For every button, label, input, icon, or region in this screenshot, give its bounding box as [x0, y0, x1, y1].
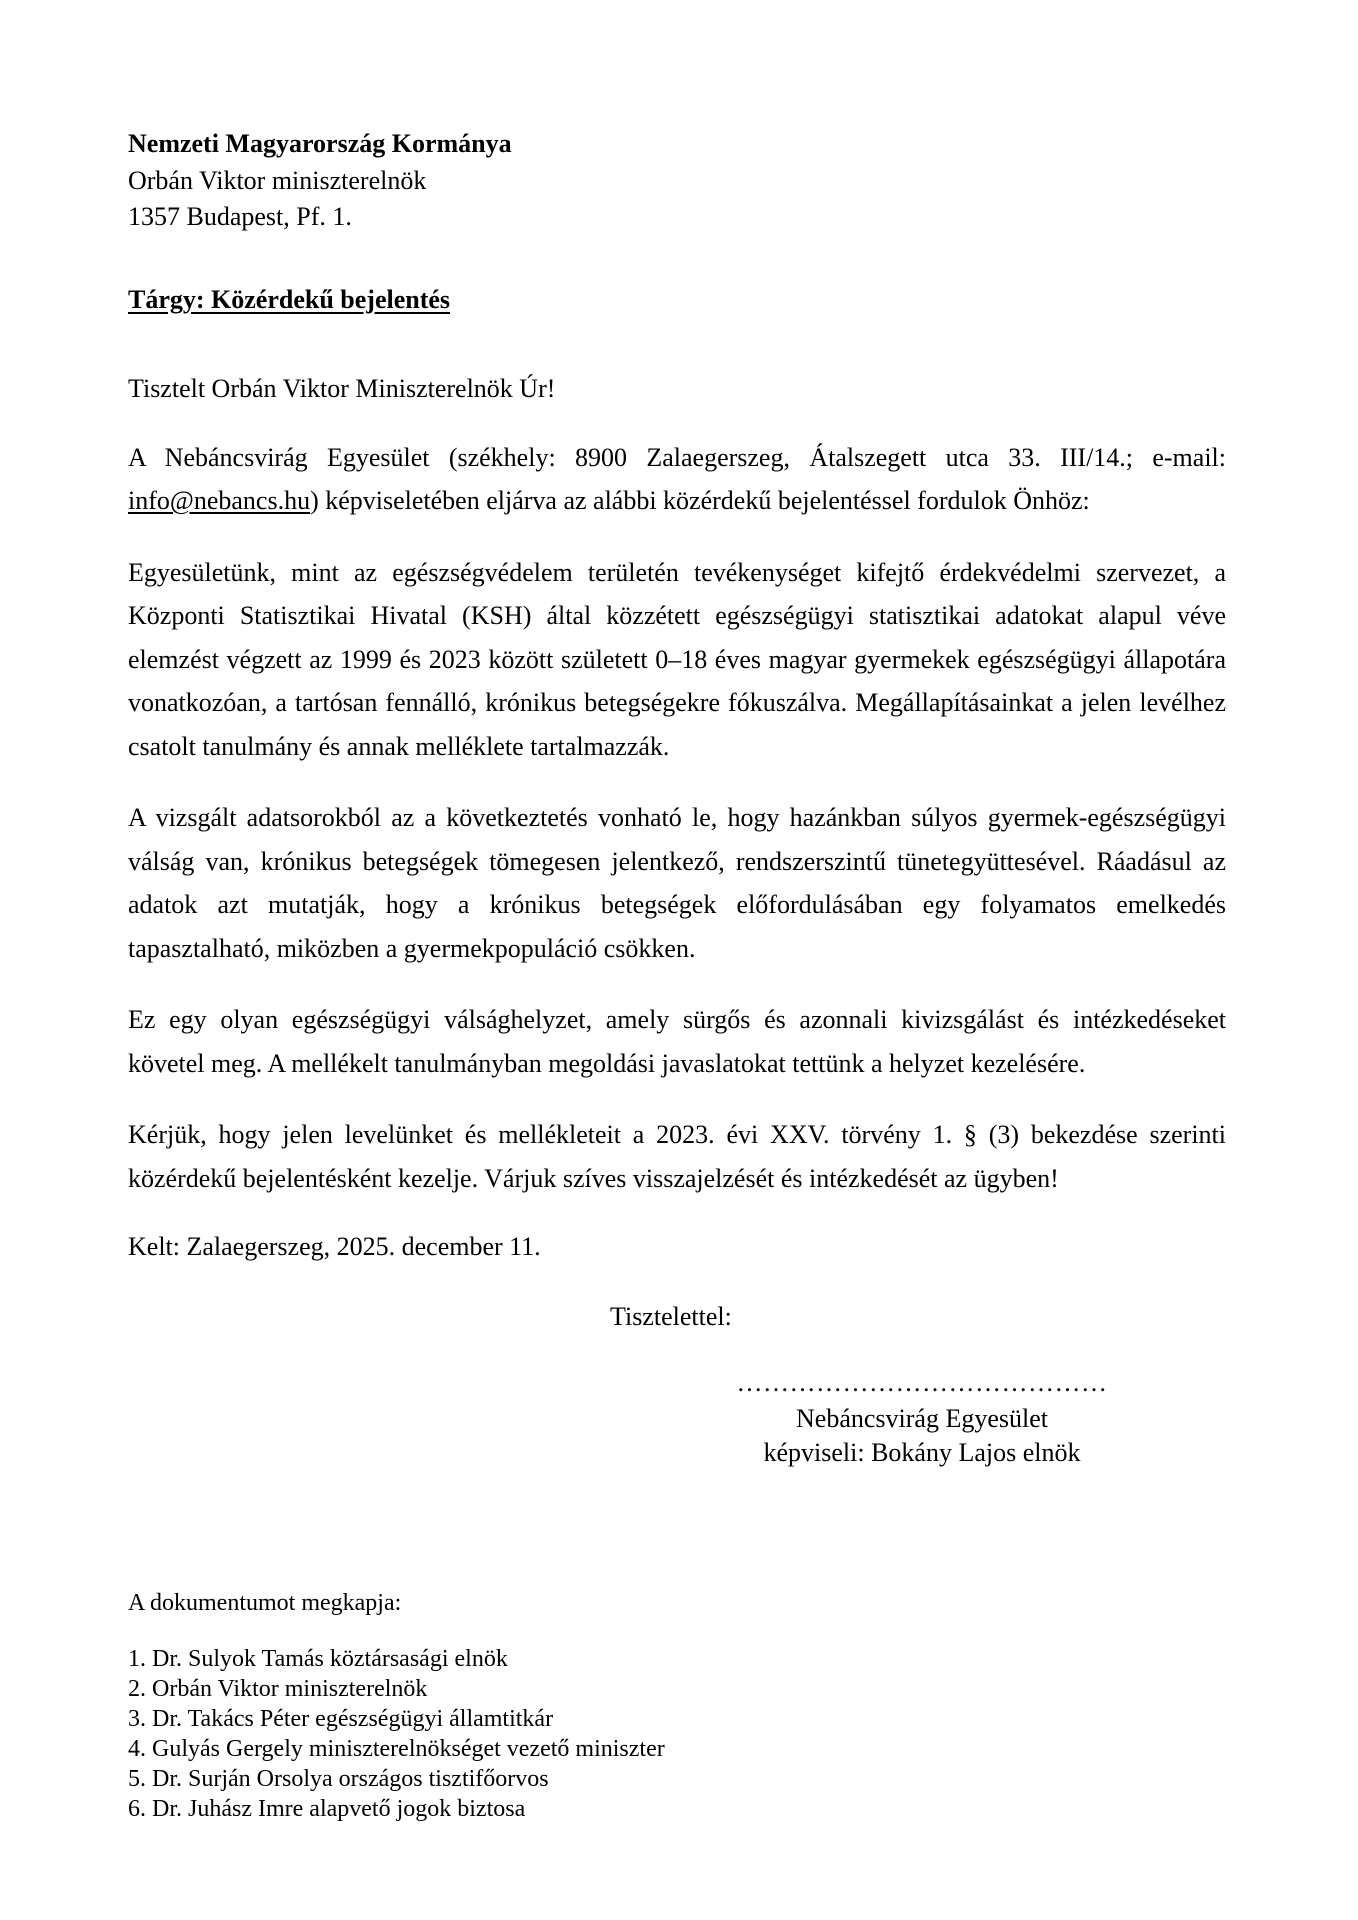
- signature-block: [618, 1370, 1226, 1470]
- paragraph-analysis: Egyesületünk, mint az egészségvédelem területén tevékenységet kifejtő érdekvédelmi szervezet, a Központi Statisztikai Hivatal (KSH) által közzétett egészségügyi statisztikai adatokat alapul véve elemzést végzett az 1999 és 2023 között született 0–18 éves magyar gyermekek egészségügyi állapotára vonatkozóan, a tartósan fennálló, krónikus betegségekre fókuszálva. Megállapításainkat a jelen levélhez csatolt tanulmány és annak melléklete tartalmazzák.: [128, 557, 1226, 761]
- list-item: 6. Dr. Juhász Imre alapvető jogok biztosa: [128, 1796, 526, 1822]
- distribution-list: [128, 1644, 828, 1824]
- addressee-block: [128, 0, 1226, 236]
- list-item: 5. Dr. Surján Orsolya országos tisztifőorvos: [128, 1766, 549, 1792]
- paragraph-conclusion: A vizsgált adatsorokból az a következtetés vonható le, hogy hazánkban súlyos gyermek-egészségügyi válság van, krónikus betegségek tömegesen jelentkező, rendszerszintű tünetegyüttesével. Ráadásul az adatok azt mutatják, hogy a krónikus betegségek előfordulásában egy folyamatos emelkedés tapasztalható, miközben a gyermekpopuláció csökken.: [128, 803, 1226, 963]
- date-line: Kelt: Zalaegerszeg, 2025. december 11.: [128, 1232, 541, 1261]
- subject-line: Tárgy: Közérdekű bejelentés: [128, 284, 451, 314]
- salutation: Tisztelt Orbán Viktor Miniszterelnök Úr!: [128, 373, 556, 403]
- paragraph-legal-request: Kérjük, hogy jelen levelünket és mellékleteit a 2023. évi XXV. törvény 1. § (3) bekezdése szerinti közérdekű bejelentésként kezelje. Várjuk szíves visszajelzését és intézkedését az ügyben!: [128, 1120, 1226, 1193]
- addressee-address: 1357 Budapest, Pf. 1.: [128, 202, 352, 231]
- distribution-block: [128, 1588, 828, 1824]
- list-item: 1. Dr. Sulyok Tamás köztársasági elnök: [128, 1646, 508, 1672]
- signature-line: ……………………………………: [736, 1370, 1108, 1396]
- email-link[interactable]: info@nebancs.hu: [128, 486, 311, 515]
- list-item: 3. Dr. Takács Péter egészségügyi államtitkár: [128, 1706, 554, 1732]
- list-item: 2. Orbán Viktor miniszterelnök: [128, 1676, 428, 1702]
- paragraph-1-text-before: A Nebáncsvirág Egyesület (székhely: 8900 Zalaegerszeg, Átalszegett utca 33. III/14.; e-mail:: [128, 442, 1226, 472]
- closing-salutation: Tisztelettel:: [610, 1302, 732, 1331]
- addressee-organization: Nemzeti Magyarország Kormánya: [128, 129, 512, 158]
- paragraph-crisis: Ez egy olyan egészségügyi válsághelyzet, amely sürgős és azonnali kivizsgálást és intézkedéseket követel meg. A mellékelt tanulmányban megoldási javaslatokat tettünk a helyzet kezelésére.: [128, 1005, 1226, 1078]
- letter-content: [128, 0, 1226, 1470]
- addressee-person: Orbán Viktor miniszterelnök: [128, 165, 427, 195]
- subject-row: [128, 236, 1226, 316]
- list-item: 4. Gulyás Gergely miniszterelnökséget vezető miniszter: [128, 1736, 665, 1762]
- paragraph-introduction: [128, 436, 1226, 523]
- signatory-organization: Nebáncsvirág Egyesület: [796, 1404, 1048, 1433]
- signatory-representative: képviseli: Bokány Lajos elnök: [763, 1438, 1081, 1467]
- paragraph-1-text-after: ) képviseletében eljárva az alábbi közérdekű bejelentéssel fordulok Önhöz:: [310, 486, 1090, 515]
- distribution-title: A dokumentumot megkapja:: [128, 1590, 402, 1616]
